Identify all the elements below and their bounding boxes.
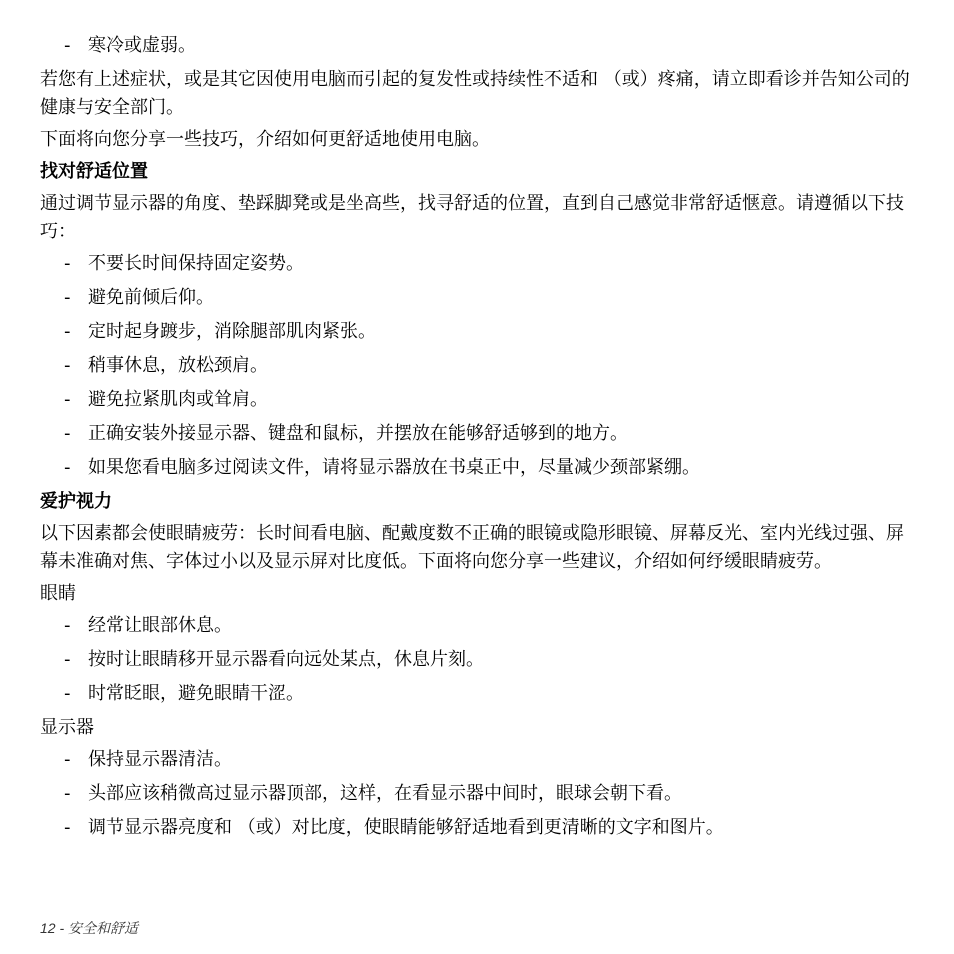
list-item: - 调节显示器亮度和 （或）对比度，使眼睛能够舒适地看到更清晰的文字和图片。 — [40, 814, 920, 842]
bullet-dash: - — [64, 355, 71, 376]
bullet-dash: - — [64, 35, 71, 56]
paragraph-symptoms: 若您有上述症状，或是其它因使用电脑而引起的复发性或持续性不适和 （或）疼痛，请立即看诊并告知公司的健康与安全部门。 — [40, 69, 910, 118]
display-tips-list — [40, 746, 920, 842]
subheading-eyes: 眼睛 — [40, 583, 76, 604]
bullet-dash: - — [64, 783, 71, 804]
list-item: - 按时让眼睛移开显示器看向远处某点，休息片刻。 — [40, 646, 920, 674]
section-heading-eyesight: 爱护视力 — [40, 491, 112, 512]
list-item: - 避免拉紧肌肉或耸肩。 — [40, 386, 920, 414]
subheading-display: 显示器 — [40, 717, 94, 738]
paragraph-position: 通过调节显示器的角度、垫踩脚凳或是坐高些，找寻舒适的位置，直到自己感觉非常舒适惬意。请遵循以下技巧： — [40, 193, 904, 242]
page-footer: 12 - 安全和舒适 — [40, 920, 139, 936]
bullet-dash: - — [64, 321, 71, 342]
eyes-tips-list — [40, 612, 920, 708]
list-item: - 定时起身踱步，消除腿部肌肉紧张。 — [40, 318, 920, 346]
bullet-dash: - — [64, 457, 71, 478]
paragraph-tips-intro: 下面将向您分享一些技巧，介绍如何更舒适地使用电脑。 — [40, 129, 490, 150]
bullet-dash: - — [64, 649, 71, 670]
list-item: - 经常让眼部休息。 — [40, 612, 920, 640]
list-item: - 不要长时间保持固定姿势。 — [40, 250, 920, 278]
list-item: - 避免前倾后仰。 — [40, 284, 920, 312]
bullet-dash: - — [64, 749, 71, 770]
bullet-dash: - — [64, 423, 71, 444]
list-item: - 时常眨眼，避免眼睛干涩。 — [40, 680, 920, 708]
bullet-dash: - — [64, 253, 71, 274]
list-item: - 如果您看电脑多过阅读文件，请将显示器放在书桌正中，尽量减少颈部紧绷。 — [40, 454, 920, 482]
document-page — [40, 32, 920, 848]
list-item: - 寒冷或虚弱。 — [40, 32, 920, 60]
bullet-dash: - — [64, 683, 71, 704]
section-heading-position: 找对舒适位置 — [40, 161, 148, 182]
bullet-dash: - — [64, 817, 71, 838]
bullet-dash: - — [64, 287, 71, 308]
bullet-dash: - — [64, 389, 71, 410]
list-item: - 稍事休息，放松颈肩。 — [40, 352, 920, 380]
list-item: - 头部应该稍微高过显示器顶部，这样，在看显示器中间时，眼球会朝下看。 — [40, 780, 920, 808]
list-item: - 正确安装外接显示器、键盘和鼠标，并摆放在能够舒适够到的地方。 — [40, 420, 920, 448]
position-tips-list — [40, 250, 920, 482]
bullet-dash: - — [64, 615, 71, 636]
intro-list — [40, 32, 920, 60]
paragraph-eyesight: 以下因素都会使眼睛疲劳：长时间看电脑、配戴度数不正确的眼镜或隐形眼镜、屏幕反光、室内光线过强、屏幕未准确对焦、字体过小以及显示屏对比度低。下面将向您分享一些建议，介绍如何纾缓眼睛疲劳。 — [40, 523, 904, 572]
list-item: - 保持显示器清洁。 — [40, 746, 920, 774]
